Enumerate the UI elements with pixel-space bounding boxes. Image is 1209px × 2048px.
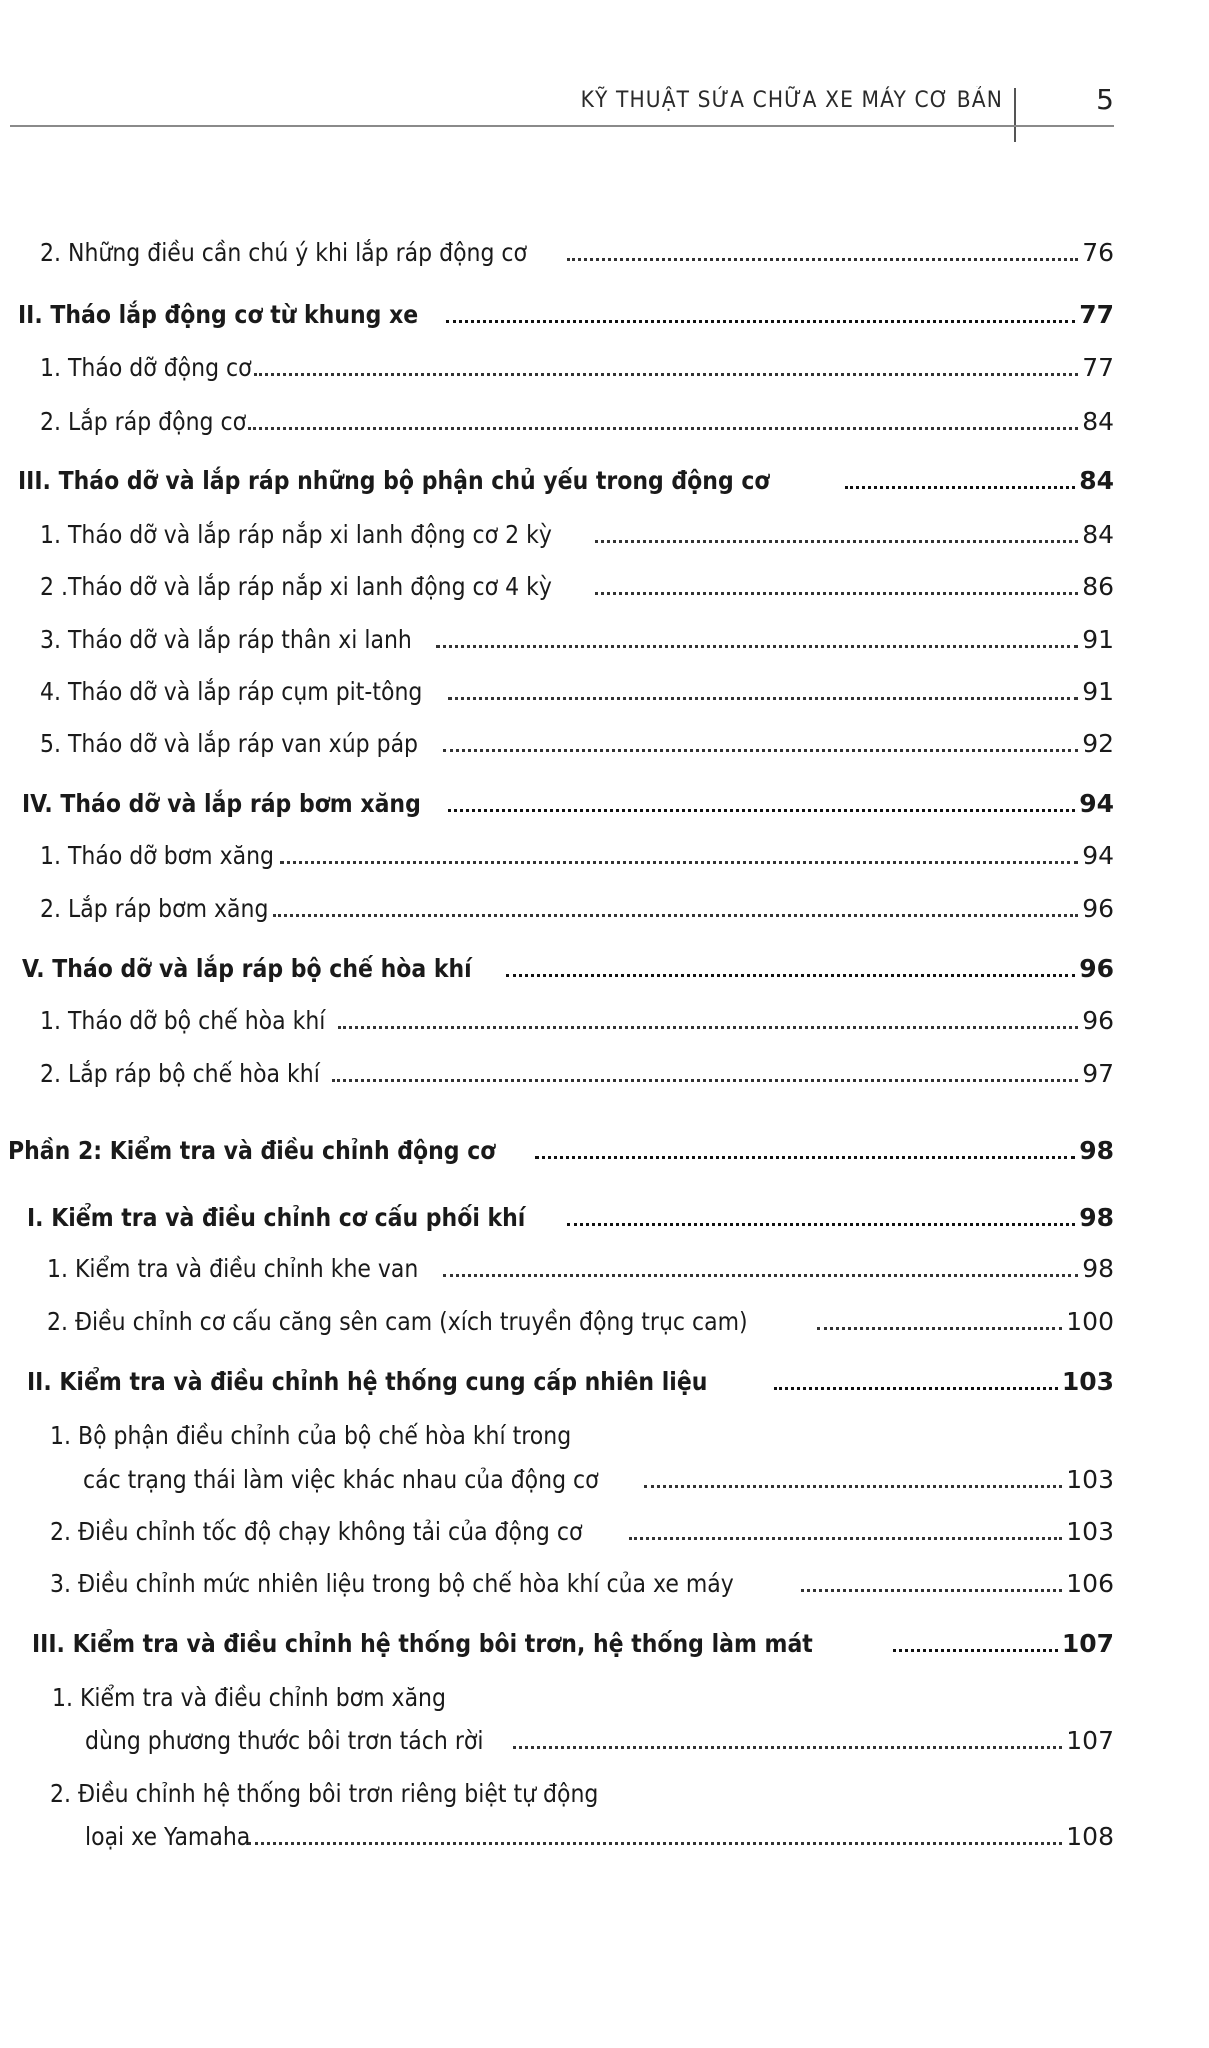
toc-entry-page: 91 (1082, 677, 1114, 706)
dot-leader (567, 258, 1078, 261)
toc-entry-title: 2. Những điều cần chú ý khi lắp ráp động cơ (40, 238, 527, 267)
header-rule (10, 125, 1114, 127)
toc-entry-first-line[interactable] (50, 1773, 673, 1809)
toc-entry-page: 84 (1082, 407, 1114, 436)
toc-entry[interactable] (83, 1459, 1114, 1495)
toc-entry-title: 4. Tháo dỡ và lắp ráp cụm pit-tông (40, 677, 423, 706)
page-number: 5 (1096, 83, 1114, 116)
toc-entry[interactable] (40, 1000, 1114, 1036)
toc-entry[interactable] (85, 1720, 1114, 1756)
toc-entry-title-continuation: các trạng thái làm việc khác nhau của động cơ (83, 1465, 599, 1494)
toc-entry-title: 5. Tháo dỡ và lắp ráp van xúp páp (40, 729, 419, 758)
toc-entry-title: 1. Tháo dỡ và lắp ráp nắp xi lanh động cơ 2 kỳ (40, 520, 552, 549)
toc-entry-title: 2. Điều chỉnh cơ cấu căng sên cam (xích truyền động trục cam) (47, 1307, 748, 1336)
toc-entry[interactable] (85, 1816, 1114, 1852)
toc-section-title: V. Tháo dỡ và lắp ráp bộ chế hòa khí (22, 954, 472, 983)
toc-entry[interactable] (47, 1248, 1114, 1284)
toc-entry-title: 1. Tháo dỡ bơm xăng (40, 841, 274, 870)
toc-entry-page: 94 (1082, 841, 1114, 870)
running-header (0, 0, 1209, 150)
toc-entry-page: 108 (1066, 1822, 1114, 1851)
toc-entry[interactable] (40, 671, 1114, 707)
dot-leader (248, 1842, 1062, 1845)
dot-leader (506, 974, 1075, 977)
toc-entry-title: 1. Kiểm tra và điều chỉnh bơm xăng (52, 1683, 446, 1712)
toc-section-page: 107 (1061, 1629, 1114, 1658)
toc-entry-page: 77 (1082, 353, 1114, 382)
toc-section-page: 94 (1079, 789, 1114, 818)
toc-entry-page: 92 (1082, 729, 1114, 758)
toc-section-page: 96 (1079, 954, 1114, 983)
toc-section-title: III. Tháo dỡ và lắp ráp những bộ phận chủ yếu trong động cơ (18, 466, 770, 495)
toc-entry-page: 107 (1066, 1726, 1114, 1755)
dot-leader (595, 592, 1078, 595)
dot-leader (595, 540, 1078, 543)
toc-entry[interactable] (40, 232, 1114, 268)
dot-leader (629, 1537, 1062, 1540)
toc-section-page: 84 (1079, 466, 1114, 495)
toc-part-page: 98 (1079, 1136, 1114, 1165)
toc-section-title: IV. Tháo dỡ và lắp ráp bơm xăng (22, 789, 421, 818)
toc-entry-page: 106 (1066, 1569, 1114, 1598)
toc-entry-title-continuation: loại xe Yamaha (85, 1822, 251, 1851)
toc-entry-title: 2. Điều chỉnh hệ thống bôi trơn riêng biệt tự động (50, 1779, 599, 1808)
toc-entry-title: 1. Tháo dỡ bộ chế hòa khí (40, 1006, 326, 1035)
toc-section[interactable] (18, 460, 1114, 496)
toc-entry-title: 2. Điều chỉnh tốc độ chạy không tải của động cơ (50, 1517, 583, 1546)
toc-entry[interactable] (40, 514, 1114, 550)
toc-entry-first-line[interactable] (52, 1677, 500, 1713)
toc-entry-title: 2. Lắp ráp bơm xăng (40, 894, 269, 923)
toc-entry-page: 96 (1082, 894, 1114, 923)
toc-entry-page: 103 (1066, 1517, 1114, 1546)
book-title: KỸ THUẬT SỬA CHỮA XE MÁY CƠ BẢN (580, 88, 1003, 113)
toc-section-page: 98 (1079, 1203, 1114, 1232)
toc-entry[interactable] (40, 835, 1114, 871)
toc-entry-title: 1. Kiểm tra và điều chỉnh khe van (47, 1254, 419, 1283)
toc-part-title: Phần 2: Kiểm tra và điều chỉnh động cơ (8, 1136, 496, 1165)
dot-leader (774, 1387, 1058, 1390)
toc-entry[interactable] (40, 723, 1114, 759)
toc-entry[interactable] (40, 888, 1114, 924)
dot-leader (448, 809, 1075, 812)
dot-leader (273, 914, 1078, 917)
toc-entry[interactable] (50, 1563, 1114, 1599)
toc-entry-page: 100 (1066, 1307, 1114, 1336)
dot-leader (817, 1327, 1062, 1330)
toc-entry-page: 97 (1082, 1059, 1114, 1088)
toc-section-title: III. Kiểm tra và điều chỉnh hệ thống bôi trơn, hệ thống làm mát (32, 1629, 813, 1658)
toc-entry[interactable] (40, 1053, 1114, 1089)
dot-leader (280, 861, 1079, 864)
toc-section-title: I. Kiểm tra và điều chỉnh cơ cấu phối khí (27, 1203, 526, 1232)
toc-section[interactable] (18, 294, 1114, 330)
toc-section-page: 77 (1079, 300, 1114, 329)
toc-section-page: 103 (1061, 1367, 1114, 1396)
toc-entry-title: 2 .Tháo dỡ và lắp ráp nắp xi lanh động cơ 4 kỳ (40, 572, 552, 601)
toc-entry-title-continuation: dùng phương thước bôi trơn tách rời (85, 1726, 484, 1755)
dot-leader (254, 373, 1078, 376)
toc-entry[interactable] (40, 619, 1114, 655)
dot-leader (443, 1274, 1078, 1277)
toc-entry-page: 96 (1082, 1006, 1114, 1035)
dot-leader (338, 1026, 1078, 1029)
toc-entry-title: 1. Tháo dỡ động cơ (40, 353, 252, 382)
toc-entry-page: 98 (1082, 1254, 1114, 1283)
dot-leader (443, 749, 1078, 752)
toc-part[interactable] (8, 1130, 1114, 1166)
toc-section[interactable] (32, 1623, 1114, 1659)
dot-leader (801, 1589, 1062, 1592)
dot-leader (535, 1156, 1076, 1159)
toc-entry-title: 3. Điều chỉnh mức nhiên liệu trong bộ chế hòa khí của xe máy (50, 1569, 734, 1598)
dot-leader (446, 320, 1075, 323)
dot-leader (332, 1079, 1078, 1082)
dot-leader (567, 1223, 1076, 1226)
toc-entry-title: 2. Lắp ráp động cơ (40, 407, 247, 436)
dot-leader (513, 1746, 1062, 1749)
toc-section-title: II. Tháo lắp động cơ từ khung xe (18, 300, 419, 329)
toc-entry-title: 3. Tháo dỡ và lắp ráp thân xi lanh (40, 625, 412, 654)
header-divider (1014, 88, 1016, 142)
dot-leader (644, 1485, 1062, 1488)
dot-leader (893, 1649, 1058, 1652)
toc-entry[interactable] (50, 1511, 1114, 1547)
toc-entry-title: 1. Bộ phận điều chỉnh của bộ chế hòa khí trong (50, 1421, 572, 1450)
toc-section[interactable] (22, 783, 1114, 819)
toc-entry-page: 76 (1082, 238, 1114, 267)
toc-section-title: II. Kiểm tra và điều chỉnh hệ thống cung cấp nhiên liệu (27, 1367, 708, 1396)
toc-entry-title: 2. Lắp ráp bộ chế hòa khí (40, 1059, 320, 1088)
toc-section[interactable] (27, 1361, 1114, 1397)
toc-entry-page: 86 (1082, 572, 1114, 601)
dot-leader (448, 697, 1078, 700)
toc-entry[interactable] (40, 347, 1114, 383)
toc-entry-page: 84 (1082, 520, 1114, 549)
toc-section[interactable] (27, 1197, 1114, 1233)
toc-entry[interactable] (40, 401, 1114, 437)
dot-leader (248, 427, 1078, 430)
dot-leader (845, 486, 1075, 489)
toc-entry-first-line[interactable] (50, 1415, 642, 1451)
toc-section[interactable] (22, 948, 1114, 984)
toc-entry-page: 103 (1066, 1465, 1114, 1494)
dot-leader (436, 645, 1078, 648)
toc-entry-page: 91 (1082, 625, 1114, 654)
toc-entry[interactable] (47, 1301, 1114, 1337)
toc-entry[interactable] (40, 566, 1114, 602)
